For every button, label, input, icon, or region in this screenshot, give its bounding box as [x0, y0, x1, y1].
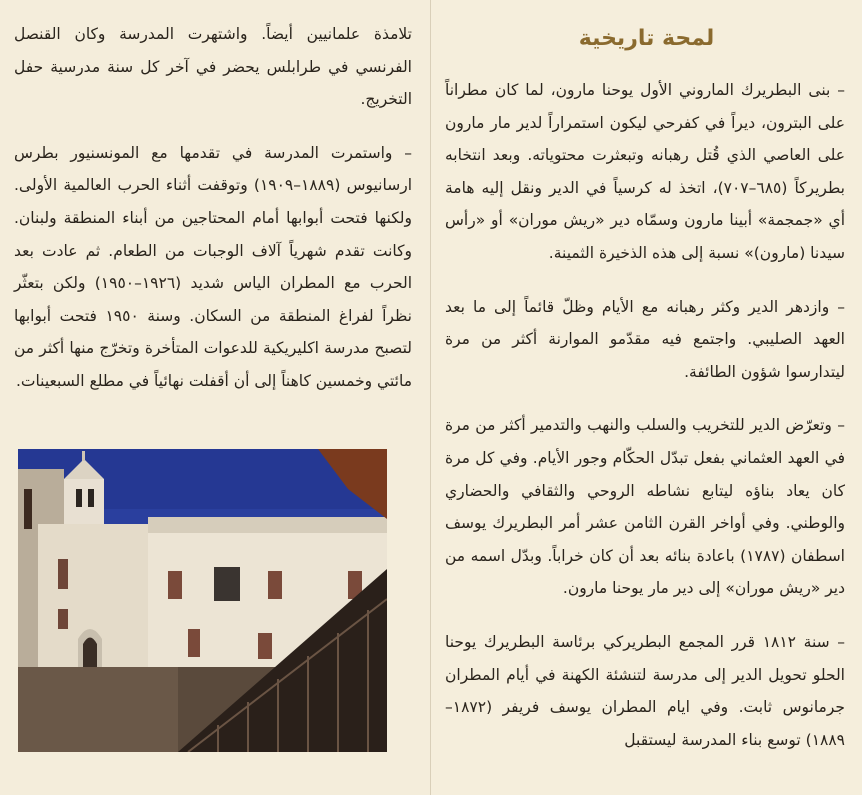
photo-courtyard-light — [18, 667, 178, 752]
right-page — [431, 0, 862, 795]
monastery-photo — [18, 449, 387, 752]
photo-window-7 — [258, 633, 272, 659]
photo-bell-opening-1 — [76, 489, 82, 507]
page-title: لمحة تاريخية — [578, 26, 715, 51]
right-paragraph-2: – وازدهر الدير وكثر رهبانه مع الأيام وظلّ قائماً إلى ما بعد العهد الصليبي. واجتمع فيه مقدّمو الموارنة أكثر من مرة ليتدارسوا شؤون الطائفة. — [445, 297, 845, 381]
right-paragraph-1: – بنى البطريرك الماروني الأول يوحنا مارون، لما كان مطراناً على البترون، ديراً في كفرحي ليكون استمراراً لدير مار مارون على العاصي الذي قُتل رهبانه وتبعثرت محتوياته. وبعد انتخابه بطريركاً (٦٨٥–٧٠٧)، اتخذ له كرسياً في الدير ونقل إليه هامة أي «جمجمة» أبينا مارون وسمّاه دير «ريش موران» أو «رأس سيدنا (مارون)» نسبة إلى هذه الذخيرة الثمينة. — [445, 81, 845, 262]
photo-window-8 — [58, 609, 68, 629]
photo-window-3 — [268, 571, 282, 599]
photo-left-window — [24, 489, 32, 529]
photo-bell-opening-2 — [88, 489, 94, 507]
photo-window-1 — [168, 571, 182, 599]
photo-roof-parapet — [148, 517, 387, 533]
right-text-column — [445, 74, 845, 777]
photo-cross — [82, 451, 85, 461]
left-text-column — [14, 18, 412, 419]
right-paragraph-4: – سنة ١٨١٢ قرر المجمع البطريركي برئاسة البطريرك يوحنا الحلو تحويل الدير إلى مدرسة لتنشئة الكهنة في أيام المطران جرمانوس ثابت. وفي ايام المطران يوسف فريفر (١٨٧٢–١٨٨٩) توسع بناء المدرسة ليستقبل — [445, 632, 845, 749]
photo-window-6 — [188, 629, 200, 657]
photo-bell-tower — [64, 479, 104, 529]
photo-window-5 — [58, 559, 68, 589]
right-paragraph-3: – وتعرّض الدير للتخريب والسلب والنهب والتدمير أكثر من مرة في العهد العثماني بفعل تبدّل الحكّام وجور الأيام. وفي كل مرة كان يعاد بناؤه ليتابع نشاطه الروحي والثقافي والحضاري والوطني. وفي أواخر القرن الثامن عشر أمر البطريرك يوسف اسطفان (١٧٨٧) باعادة بنائه بعد أن كان خراباً. وبدّل اسمه من دير «ريش موران» إلى دير مار يوحنا مارون. — [445, 416, 845, 598]
left-paragraph-2: – واستمرت المدرسة في تقدمها مع المونسنيور بطرس ارسانيوس (١٨٨٩–١٩٠٩) وتوقفت أثناء الحرب العالمية الأولى. ولكنها فتحت أبوابها أمام المحتاجين من أبناء المنطقة ولبنان. وكانت تقدم شهرياً آلاف الوجبات من الطعام. ثم عادت بعد الحرب مع المطران الياس شديد (١٩٢٦–١٩٥٠) ولكن بتعثّر نظراً لفراغ المنطقة من السكان. وسنة ١٩٥٠ فتحت أبوابها لتصبح مدرسة اكليريكية للدعوات المتأخرة وتخرّج منها أكثر من مائتي وخمسين كاهناً إلى أن أقفلت نهائياً في مطلع السبعينات. — [14, 143, 413, 390]
left-paragraph-1: تلامذة علمانيين أيضاً. واشتهرت المدرسة وكان القنصل الفرنسي في طرابلس يحضر في آخر كل سنة مدرسية حفل التخريج. — [14, 25, 412, 109]
photo-window-2 — [214, 567, 240, 601]
